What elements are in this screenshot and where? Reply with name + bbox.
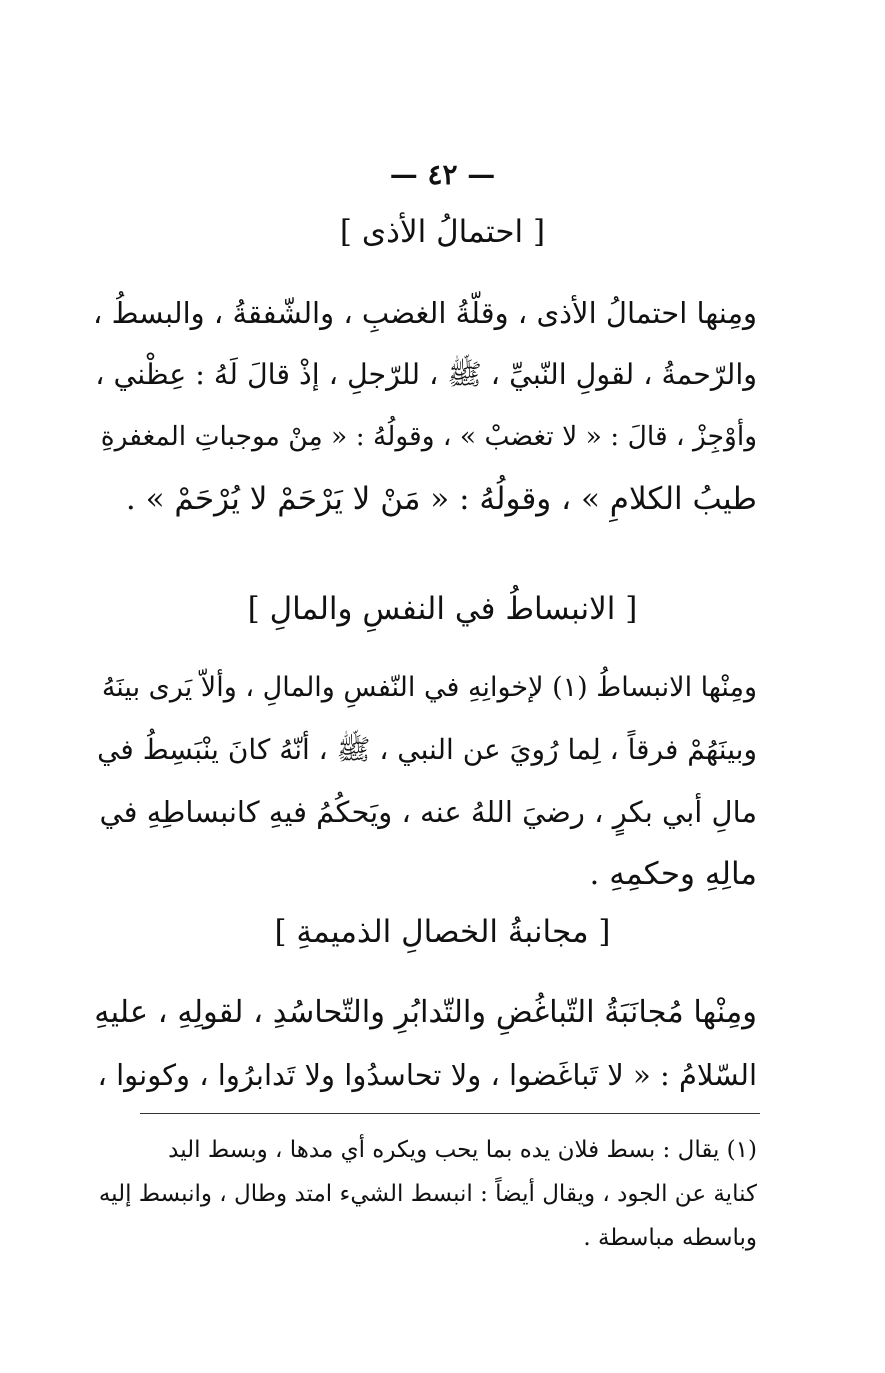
- page-number: — ٤٢ —: [389, 158, 496, 191]
- paragraph-line: ومِنْها مُجانَبَةُ التّباغُضِ والتّدابُرِ والتّحاسُدِ ، لقولِهِ ، عليهِ: [94, 995, 757, 1030]
- paragraph-generosity: [92, 657, 757, 905]
- section-heading-bearing-harm: [ احتمالُ الأذى ]: [339, 214, 546, 250]
- paragraph-line: ومِنْها الانبساطُ (١) لإخوانِهِ في النّفسِ والمالِ ، وألاّ يَرى بينَهُ: [101, 672, 757, 703]
- paragraph-line: طيبُ الكلامِ » ، وقولُهُ : « مَنْ لا يَرْحَمْ لا يُرْحَمْ » .: [125, 481, 757, 517]
- section-heading-avoiding-vices: [ مجانبةُ الخصالِ الذميمةِ ]: [274, 914, 611, 950]
- paragraph-line: والرّحمةُ ، لقولِ النّبيِّ ، ﷺ ، للرّجلِ ، إذْ قالَ لَهُ : عِظْني ،: [95, 358, 757, 391]
- footnote: [92, 1128, 757, 1260]
- paragraph-line: وأوْجِزْ ، قالَ : « لا تغضبْ » ، وقولُهُ : « مِنْ موجباتِ المغفرةِ: [100, 421, 757, 452]
- paragraph-line: السّلامُ : « لا تَباغَضوا ، ولا تحاسدُوا ولا تَدابرُوا ، وكونوا ،: [97, 1058, 757, 1092]
- footnote-divider: [140, 1113, 760, 1114]
- paragraph-line: وبينَهُمْ فرقاً ، لِما رُويَ عن النبي ، ﷺ ، أنّهُ كانَ ينْبَسِطُ في: [97, 733, 757, 766]
- paragraph-line: مالِهِ وحكمِهِ .: [589, 856, 757, 892]
- paragraph-avoiding-vices: [92, 982, 757, 1106]
- paragraph-line: ومِنها احتمالُ الأذى ، وقلّةُ الغضبِ ، والشّفقةُ ، والبسطُ ،: [93, 296, 757, 330]
- footnote-line: وباسطه مباسطة .: [583, 1225, 757, 1251]
- footnote-line: (١) يقال : بسط فلان يده بما يحب ويكره أي مدها ، وبسط اليد: [168, 1137, 757, 1163]
- footnote-line: كناية عن الجود ، ويقال أيضاً : انبسط الشيء امتد وطال ، وانبسط إليه: [98, 1181, 757, 1207]
- section-heading-generosity: [ الانبساطُ في النفسِ والمالِ ]: [247, 591, 638, 627]
- paragraph-line: مالِ أبي بكرٍ ، رضيَ اللهُ عنه ، ويَحكُمُ فيهِ كانبساطِهِ في: [99, 795, 757, 829]
- paragraph-bearing-harm: [92, 282, 757, 530]
